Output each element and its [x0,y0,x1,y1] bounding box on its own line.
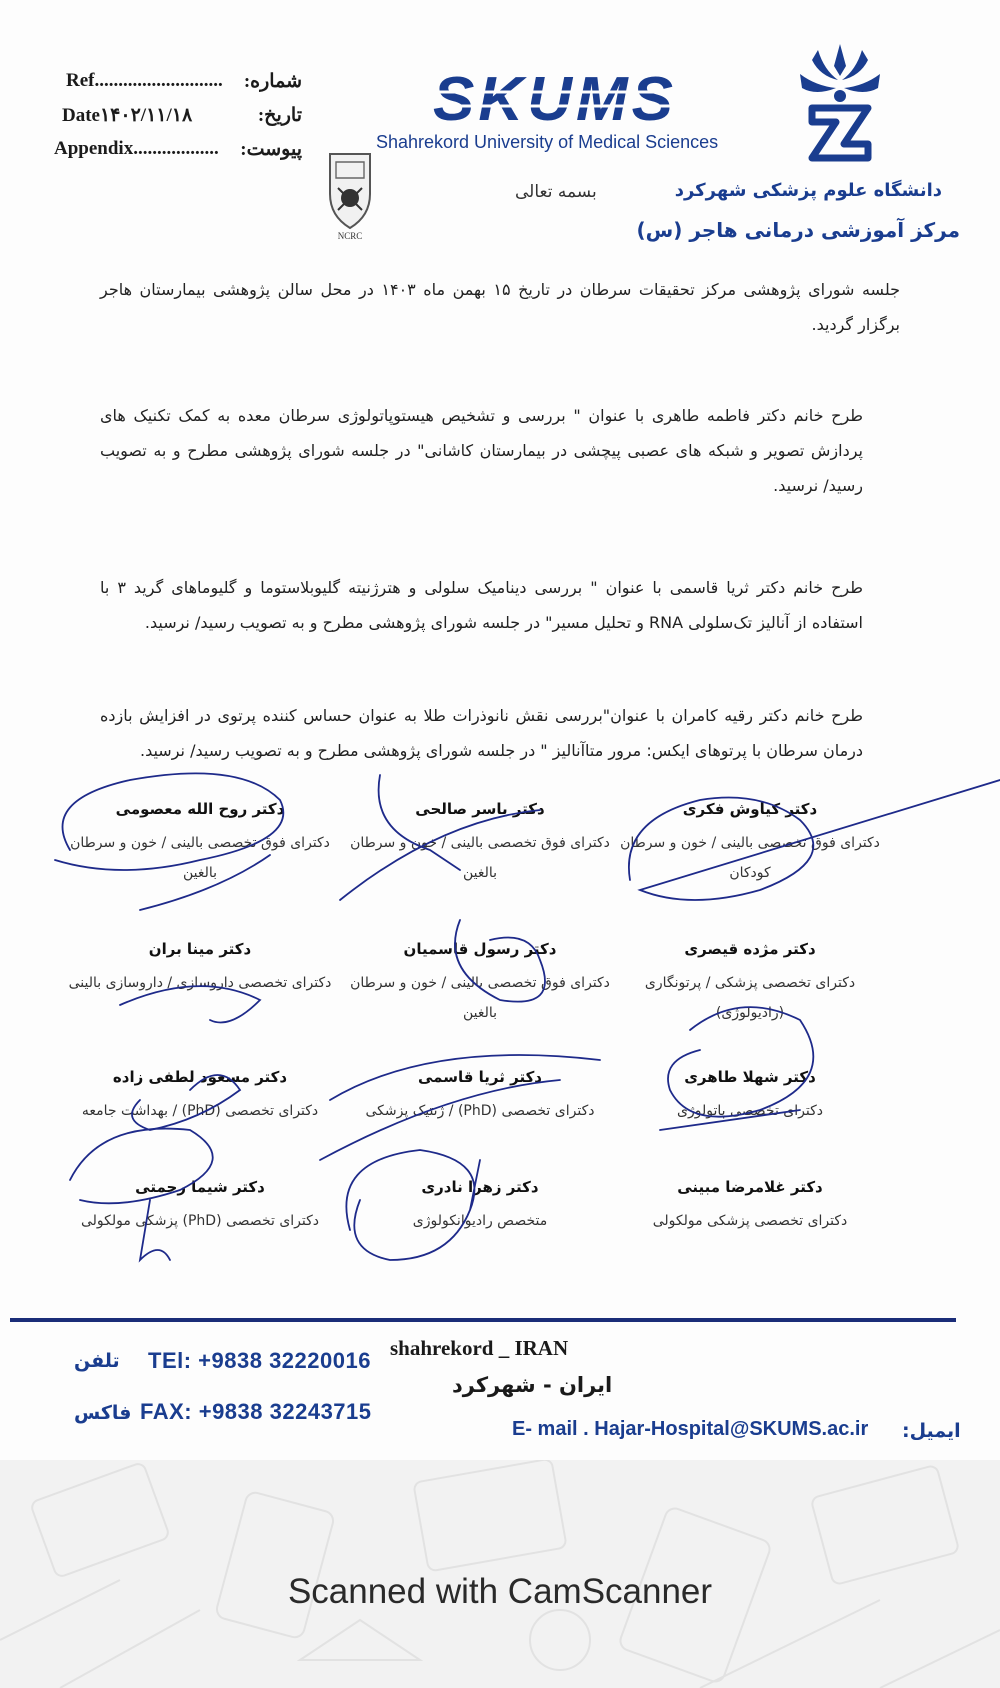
signatory-name: دکتر شیما رحمتی [135,1178,265,1196]
signatory-name: دکتر رسول قاسمیان [403,940,557,958]
signatory-name: دکتر مینا بران [148,940,252,958]
signatory-title: دکترای فوق تخصصی بالینی / خون و سرطان بالغین [350,975,610,1021]
signatory [610,1176,890,1236]
signatory-title: دکترای فوق تخصصی بالینی / خون و سرطان بالغین [70,835,330,881]
proposal-paragraph-2: طرح خانم دکتر ثریا قاسمی با عنوان " بررسی دینامیک سلولی و هترژنیته گلیوبلاستوما و گلیوماهای گرید ۳ با استفاده از آنالیز تک‌سلولی RNA و تحلیل مسیر" در جلسه شورای پژوهشی مطرح و به تصویب رسید/ نرسید. [100,578,863,632]
signatory-title: دکترای تخصصی (PhD) / بهداشت جامعه [81,1103,319,1119]
fax-number: FAX: +9838 32243715 [140,1399,372,1424]
signatory [60,938,340,998]
city-english: shahrekord _ IRAN [390,1336,569,1360]
signatory-name: دکتر مژده قیصری [684,940,816,958]
ncrc-emblem [322,148,378,242]
signatory-title: دکترای فوق تخصصی بالینی / خون و سرطان بالغین [350,835,610,881]
signatory-title: دکترای تخصصی (PhD) پزشکی مولکولی [80,1213,320,1229]
signatory-name: دکتر کیاوش فکری [682,800,818,818]
signatory-title: دکترای تخصصی (PhD) / ژنتیک پزشکی [365,1103,595,1119]
signatory-title: دکترای تخصصی داروسازی / داروسازی بالینی [68,975,332,991]
signatory-name: دکتر غلامرضا مبینی [677,1178,823,1196]
reference-block [52,70,302,172]
footer-rule [10,1318,956,1322]
appendix-label-fa: پیوست: [240,139,302,160]
camscanner-band [0,1460,1000,1688]
email-address: E- mail . Hajar-Hospital@SKUMS.ac.ir [512,1418,869,1440]
signatory-title: دکترای فوق تخصصی بالینی / خون و سرطان کودکان [620,835,880,881]
ref-label-fa: شماره: [243,71,302,92]
signatory-name: دکتر شهلا طاهری [684,1068,816,1086]
camscanner-watermark: Scanned with CamScanner [287,1572,713,1611]
meeting-paragraph: جلسه شورای پژوهشی مرکز تحقیقات سرطان در تاریخ ۱۵ بهمن ماه ۱۴۰۳ در محل سالن پژوهشی بیمارستان هاجر برگزار گردید. [100,280,901,334]
university-emblem [790,40,890,180]
center-name: مرکز آموزشی درمانی هاجر (س) [636,218,960,242]
fax-label: فاکس [74,1402,132,1424]
skums-logo [380,70,730,128]
proposal-paragraph-3: طرح خانم دکتر رقیه کامران با عنوان"بررسی نقش نانوذرات طلا به عنوان حساس کننده پرتوی در افزایش بازده درمان سرطان با پرتوهای ایکس: مرور متاآنالیز " در جلسه شورای پژوهشی مطرح و به تصویب رسید/ نرسید. [100,706,863,760]
signatory [60,1066,340,1126]
signatory [60,798,340,888]
signatory-name: دکتر یاسر صالحی [415,800,545,818]
signatory-title: متخصص رادیوانکولوژی [412,1213,548,1229]
date-label-fa: تاریخ: [257,105,302,126]
signatory-name: دکتر روح الله معصومی [115,800,285,818]
email-label: ایمیل: [902,1420,961,1442]
signatory-name: دکتر زهرا نادری [421,1178,539,1196]
signatory-title: دکترای تخصصی پزشکی مولکولی [652,1213,848,1229]
ref-label: Ref........................... [66,70,223,91]
appendix-label: Appendix.................. [54,138,219,159]
logo-subtitle: Shahrekord University of Medical Sciences [376,132,719,152]
signatory [340,798,620,888]
city-persian: ایران - شهرکرد [452,1373,613,1397]
signatory [610,798,890,888]
signatory [60,1176,340,1236]
signatory [340,1066,620,1126]
signatory [610,1066,890,1126]
date-label: Date۱۴۰۲/۱۱/۱۸ [62,105,193,126]
tel-number: TEl: +9838 32220016 [148,1348,371,1373]
signatory-title: دکترای تخصصی پزشکی / پرتونگاری (رادیولوژی) [644,975,856,1021]
tel-label: تلفن [74,1350,120,1372]
signatory [340,1176,620,1236]
signatory-title: دکترای تخصصی پاتولوژی [677,1103,823,1119]
ncrc-label: NCRC [337,231,363,241]
bismillah: بسمه تعالی [515,182,597,202]
signatory [340,938,620,1028]
proposal-paragraph-1: طرح خانم دکتر فاطمه طاهری با عنوان " بررسی و تشخیص هیستوپاتولوژی سرطان معده به کمک تکنیک های پردازش تصویر و شبکه های عصبی پیچشی در بیمارستان کاشانی" در جلسه شورای پژوهشی مطرح و به تصویب رسید/ نرسید. [100,406,863,495]
signatory [610,938,890,1028]
signatory-name: دکتر مسعود لطفی زاده [112,1068,288,1086]
signatory-name: دکتر ثریا قاسمی [418,1068,542,1086]
skums-wordmark: SKUMS [433,70,677,128]
university-name: دانشگاه علوم پزشکی شهرکرد [674,180,942,201]
